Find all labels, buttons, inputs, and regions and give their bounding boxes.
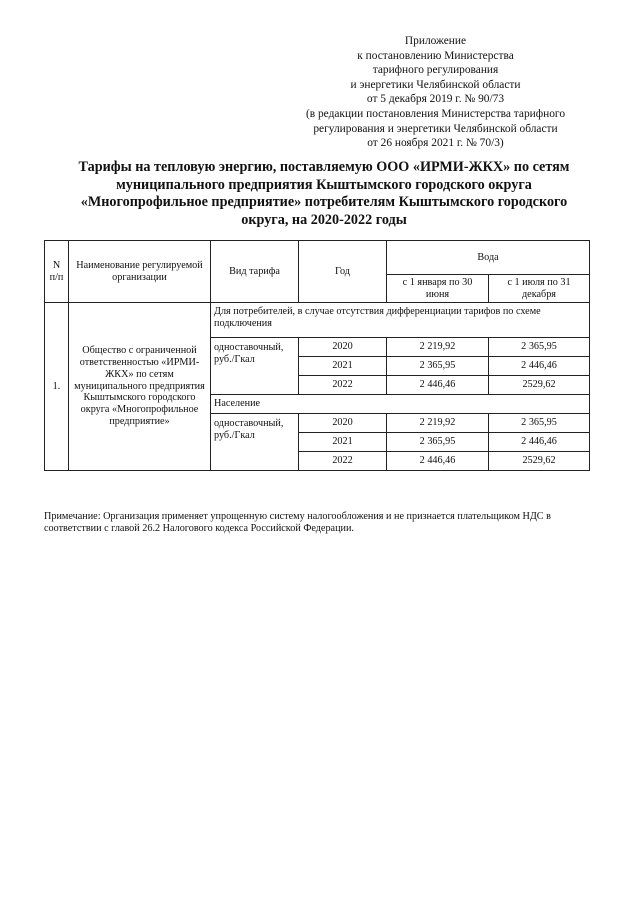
annex-line: от 5 декабря 2019 г. № 90/73 [366,93,505,106]
year-cell: 2022 [299,376,387,395]
value-cell: 2 365,95 [387,357,489,376]
title-line: муниципального предприятия Кыштымского городского округа [116,176,532,193]
title-line: «Многопрофильное предприятие» потребителям Кыштымского городского [80,194,568,210]
table-header-row [45,241,590,275]
header-year: Год [299,241,387,303]
value-cell: 2 365,95 [489,338,590,357]
row-number: 1. [45,303,69,471]
header-org-name: Наименование регулируемой организации [69,241,211,303]
value-cell: 2 219,92 [387,338,489,357]
value-cell: 2 446,46 [489,433,590,452]
value-cell: 2529,62 [489,376,590,395]
organization-name: Общество с ограниченной ответственностью «ИРМИ-ЖКХ» по сетям муниципального предприятия Кыштымского городского округа «Многопрофильное предприятие» [69,303,211,471]
footnote: Примечание: Организация применяет упрощенную систему налогообложения и не признается плательщиком НДС в соответствии с главой 26.2 Налогового кодекса Российской Федерации. [44,511,551,535]
year-cell: 2020 [299,414,387,433]
consumer-group-label: Для потребителей, в случае отсутствия дифференциации тарифов по схеме подключения [211,303,590,338]
year-cell: 2020 [299,338,387,357]
value-cell: 2 446,46 [489,357,590,376]
tariff-type-cell: одноставочный, руб./Гкал [211,414,299,471]
header-water: Вода [387,241,590,275]
year-cell: 2021 [299,357,387,376]
tariff-table [44,240,590,471]
annex-reference [283,34,588,151]
annex-line: тарифного регулирования [372,64,499,77]
header-num: N п/п [45,241,69,303]
year-cell: 2021 [299,433,387,452]
header-period-1: с 1 января по 30 июня [387,275,489,303]
year-cell: 2022 [299,452,387,471]
header-tariff-type: Вид тарифа [211,241,299,303]
value-cell: 2 446,46 [387,376,489,395]
tariff-type-cell: одноставочный, руб./Гкал [211,338,299,395]
annex-line: и энергетики Челябинской области [350,78,521,91]
value-cell: 2 365,95 [387,433,489,452]
title-line: округа, на 2020-2022 годы [241,211,407,228]
table-row [45,303,590,338]
annex-line: Приложение [404,35,467,47]
value-cell: 2 219,92 [387,414,489,433]
title-line: Тарифы на тепловую энергию, поставляемую ООО «ИРМИ-ЖКХ» по сетям [78,159,570,175]
consumer-group-label: Население [211,395,590,414]
value-cell: 2 365,95 [489,414,590,433]
annex-line: регулирования и энергетики Челябинской области [313,122,558,135]
document-title [40,159,608,229]
header-period-2: с 1 июля по 31 декабря [489,275,590,303]
annex-line: к постановлению Министерства [357,49,514,62]
value-cell: 2529,62 [489,452,590,471]
value-cell: 2 446,46 [387,452,489,471]
annex-line: от 26 ноября 2021 г. № 70/3) [367,137,504,150]
annex-line: (в редакции постановления Министерства тарифного [305,107,566,120]
